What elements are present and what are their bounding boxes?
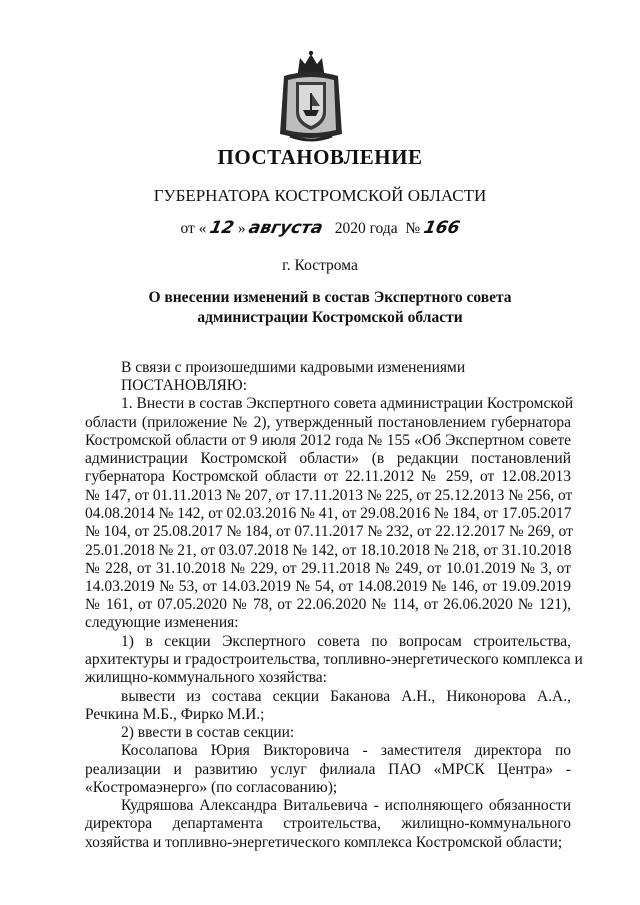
body-line: 04.08.2014 № 142, от 02.03.2016 № 41, от 29.08.2016 № 184, от 17.05.2017	[85, 505, 572, 522]
body-line: вывести из состава секции Баканова А.Н., Никонорова А.А.,	[121, 688, 571, 705]
number-sign: №	[405, 220, 421, 237]
coat-of-arms-icon	[276, 50, 346, 144]
date-mid: »	[237, 220, 246, 237]
body-line: губернатора Костромской области от 22.11.2012 № 259, от 12.08.2013	[85, 468, 571, 485]
date-month: августа	[247, 218, 326, 238]
document-number: 166	[421, 218, 462, 238]
body-line: 1) в секции Экспертного совета по вопросам строительства,	[121, 633, 571, 650]
heading-line: О внесении изменений в состав Экспертного совета	[148, 289, 512, 306]
body-line: следующие изменения:	[85, 614, 239, 631]
body-line: области (приложение № 2), утвержденный постановлением губернатора	[85, 414, 571, 431]
body-line: Косолапова Юрия Викторовича - заместителя директора по	[121, 742, 571, 759]
body-line: Речкина М.Б., Фирко М.И.;	[85, 706, 265, 723]
heading-line: администрации Костромской области	[197, 309, 463, 326]
body-line: реализации и развитию услуг филиала ПАО «МРСК Центра» -	[85, 761, 571, 778]
body-line: № 147, от 01.11.2013 № 207, от 17.11.2013 № 225, от 25.12.2013 № 256, от	[85, 487, 573, 504]
document-issuer: ГУБЕРНАТОРА КОСТРОМСКОЙ ОБЛАСТИ	[153, 186, 487, 205]
body-line: Костромской области от 9 июля 2012 года № 155 «Об Экспертном совете	[85, 432, 571, 449]
document-city: г. Кострома	[282, 257, 358, 274]
body-line: архитектуры и градостроительства, топливно-энергетического комплекса и	[85, 651, 583, 668]
document-heading	[120, 288, 540, 328]
date-day: 12	[208, 218, 237, 238]
body-line: В связи с произошедшими кадровыми изменениями	[121, 359, 466, 376]
body-line: Кудряшова Александра Витальевича - исполняющего обязанности	[121, 797, 571, 814]
date-prefix: от «	[180, 220, 207, 237]
body-line: 14.03.2019 № 53, от 14.03.2019 № 54, от 14.08.2019 № 146, от 19.09.2019	[85, 578, 571, 595]
body-line: 1. Внести в состав Экспертного совета администрации Костромской	[121, 395, 574, 412]
body-line: ПОСТАНОВЛЯЮ:	[121, 377, 248, 394]
body-line: 2) ввести в состав секции:	[121, 724, 295, 741]
body-line: № 161, от 07.05.2020 № 78, от 22.06.2020 № 114, от 26.06.2020 № 121),	[85, 596, 571, 613]
document-title: ПОСТАНОВЛЕНИЕ	[217, 145, 423, 169]
date-line	[0, 218, 640, 238]
body-line: № 228, от 31.10.2018 № 229, от 29.11.2018 № 249, от 10.01.2019 № 3, от	[85, 560, 571, 577]
body-line: «Костромаэнерго» (по согласованию);	[85, 779, 338, 796]
body-line: жилищно-коммунального хозяйства:	[85, 669, 327, 686]
body-line: директора департамента строительства, жилищно-коммунального	[85, 815, 571, 832]
date-year: 2020 года	[334, 220, 398, 237]
body-line: 25.01.2018 № 21, от 03.07.2018 № 142, от 18.10.2018 № 218, от 31.10.2018	[85, 542, 572, 559]
body-line: № 104, от 25.08.2017 № 184, от 07.11.2017 № 232, от 22.12.2017 № 269, от	[85, 523, 573, 540]
body-line: администрации Костромской области» (в редакции постановлений	[85, 450, 571, 467]
body-line: хозяйства и топливно-энергетического комплекса Костромской области;	[85, 834, 563, 851]
